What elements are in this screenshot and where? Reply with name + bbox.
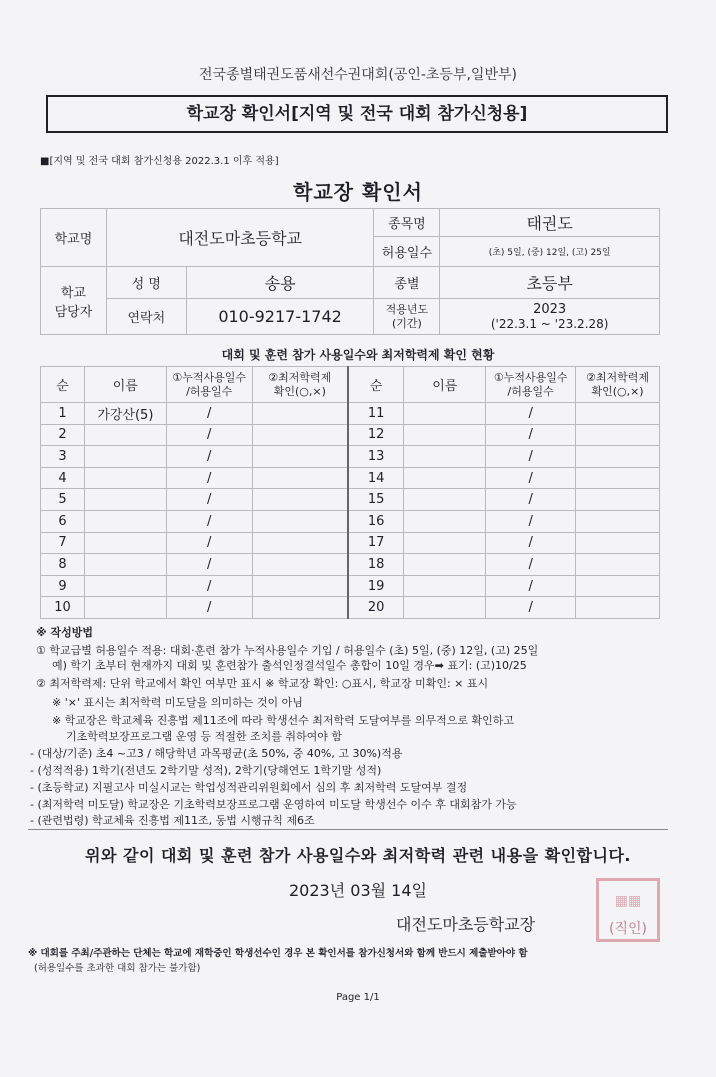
row-days: / <box>166 403 252 425</box>
row-name-right <box>404 467 486 489</box>
footnote-2: (허용일수를 초과한 대회 참가는 불가함) <box>34 963 201 974</box>
allowed-days-value: (초) 5일, (중) 12일, (고) 25일 <box>440 237 660 267</box>
table-row <box>41 510 660 532</box>
row-name-right <box>404 554 486 576</box>
year-label-line2: (기간) <box>391 316 422 330</box>
teacher-name-value: 송용 <box>186 267 374 299</box>
row-min-right <box>576 467 660 489</box>
teacher-label-line2: 담당자 <box>54 304 93 320</box>
row-days-right: / <box>486 424 576 446</box>
row-days-right: / <box>486 467 576 489</box>
year-label <box>374 299 440 335</box>
boxed-title: 학교장 확인서[지역 및 전국 대회 참가신청용] <box>46 95 668 133</box>
school-name-value: 대전도마초등학교 <box>106 209 374 267</box>
row-name-right <box>404 575 486 597</box>
contact-value: 010-9217-1742 <box>186 299 374 335</box>
category-label: 종별 <box>374 267 440 299</box>
row-no: 8 <box>41 554 85 576</box>
divider <box>28 829 668 830</box>
header-no: 순 <box>41 367 85 403</box>
row-no-right: 11 <box>348 403 404 425</box>
table-row <box>41 532 660 554</box>
table-row <box>41 403 660 425</box>
row-min-right <box>576 532 660 554</box>
row-min <box>252 403 348 425</box>
applicability-note: ■[지역 및 전국 대회 참가신청용 2022.3.1 이후 적용] <box>40 156 279 167</box>
row-no: 6 <box>41 510 85 532</box>
row-min <box>252 532 348 554</box>
row-name: 가강산(5) <box>84 403 166 425</box>
row-name <box>84 554 166 576</box>
row-name <box>84 532 166 554</box>
row-no-right: 12 <box>348 424 404 446</box>
page-number: Page 1/1 <box>336 992 380 1003</box>
header-min-right-line2: 확인(○,×) <box>591 384 644 398</box>
guide-line-8: - (성적적용) 1학기(전년도 2학기말 성적), 2학기(당해연도 1학기말 성적) <box>30 764 382 777</box>
table-row <box>41 467 660 489</box>
row-days: / <box>166 554 252 576</box>
section-title: 대회 및 훈련 참가 사용일수와 최저학력제 확인 현황 <box>221 348 495 362</box>
year-value <box>440 299 660 335</box>
row-name <box>84 597 166 619</box>
row-min-right <box>576 403 660 425</box>
row-no: 1 <box>41 403 85 425</box>
header-days <box>166 367 252 403</box>
issue-date: 2023년 03월 14일 <box>289 881 427 900</box>
header-min-line1: ②최저학력제 <box>268 370 332 384</box>
info-table <box>40 208 660 335</box>
row-days-right: / <box>486 446 576 468</box>
row-days: / <box>166 467 252 489</box>
header-min-right-line1: ②최저학력제 <box>586 370 650 384</box>
row-min-right <box>576 510 660 532</box>
row-no: 10 <box>41 597 85 619</box>
row-days: / <box>166 575 252 597</box>
footnote-1: ※ 대회를 주최/주관하는 단체는 학교에 재학중인 학생선수인 경우 본 확인서를 참가신청서와 함께 반드시 제출받아야 함 <box>28 948 528 959</box>
table-row <box>41 575 660 597</box>
sport-label: 종목명 <box>374 209 440 237</box>
year-period: ('22.3.1 ~ '23.2.28) <box>490 317 609 331</box>
row-min <box>252 597 348 619</box>
row-name-right <box>404 510 486 532</box>
row-name <box>84 575 166 597</box>
row-name <box>84 489 166 511</box>
row-name-right <box>404 597 486 619</box>
school-name-label: 학교명 <box>41 209 107 267</box>
header-name-right: 이름 <box>404 367 486 403</box>
row-days-right: / <box>486 575 576 597</box>
table-row <box>41 489 660 511</box>
table-row <box>41 446 660 468</box>
row-min <box>252 446 348 468</box>
year-label-line1: 적용년도 <box>385 302 429 316</box>
row-no: 2 <box>41 424 85 446</box>
row-days: / <box>166 424 252 446</box>
row-name-right <box>404 424 486 446</box>
row-no-right: 19 <box>348 575 404 597</box>
year-number: 2023 <box>533 302 567 317</box>
row-no-right: 13 <box>348 446 404 468</box>
guide-line-2: 예) 학기 초부터 현재까지 대회 및 훈련참가 출석인정결석일수 총합이 10일 경우➡ 표기: (고)10/25 <box>52 659 527 672</box>
row-no-right: 18 <box>348 554 404 576</box>
row-name-right <box>404 489 486 511</box>
row-min <box>252 575 348 597</box>
row-no-right: 16 <box>348 510 404 532</box>
name-label: 성 명 <box>106 267 186 299</box>
row-days-right: / <box>486 489 576 511</box>
row-days: / <box>166 597 252 619</box>
row-days-right: / <box>486 510 576 532</box>
header-min-right <box>576 367 660 403</box>
row-no: 3 <box>41 446 85 468</box>
row-min-right <box>576 597 660 619</box>
header-days-right-line2: /허용일수 <box>507 384 554 398</box>
category-value: 초등부 <box>440 267 660 299</box>
row-name-right <box>404 403 486 425</box>
competition-header: 전국종별태권도품새선수권대회(공인-초등부,일반부) <box>199 67 517 83</box>
guide-line-9: - (초등학교) 지필고사 미실시교는 학업성적관리위원회에서 심의 후 최저학력 도달여부 결정 <box>30 781 468 794</box>
row-min-right <box>576 554 660 576</box>
athlete-list-table <box>40 366 660 619</box>
guide-line-5: ※ 학교장은 학교체육 진흥법 제11조에 따라 학생선수 최저학력 도달여부를 의무적으로 확인하고 <box>52 714 514 727</box>
teacher-label <box>41 267 107 335</box>
row-no-right: 14 <box>348 467 404 489</box>
row-no-right: 20 <box>348 597 404 619</box>
row-name <box>84 467 166 489</box>
header-days-line2: /허용일수 <box>186 384 233 398</box>
row-min-right <box>576 446 660 468</box>
row-name-right <box>404 446 486 468</box>
row-days: / <box>166 446 252 468</box>
row-min-right <box>576 424 660 446</box>
row-name <box>84 510 166 532</box>
main-title: 학교장 확인서 <box>293 180 423 204</box>
row-days: / <box>166 510 252 532</box>
row-min-right <box>576 575 660 597</box>
row-min <box>252 510 348 532</box>
header-min-line2: 확인(○,×) <box>273 384 326 398</box>
header-days-right <box>486 367 576 403</box>
row-min <box>252 489 348 511</box>
row-no-right: 15 <box>348 489 404 511</box>
guide-line-4: ※ '×' 표시는 최저학력 미도달을 의미하는 것이 아님 <box>52 696 303 709</box>
row-days-right: / <box>486 403 576 425</box>
guide-line-10: - (최저학력 미도달) 학교장은 기초학력보장프로그램 운영하여 미도달 학생선수 이수 후 대회참가 가능 <box>30 798 517 811</box>
header-min <box>252 367 348 403</box>
table-row <box>41 424 660 446</box>
row-no: 7 <box>41 532 85 554</box>
row-days: / <box>166 489 252 511</box>
principal-signature-line: 대전도마초등학교장 <box>396 915 536 934</box>
guide-line-3: ② 최저학력제: 단위 학교에서 확인 여부만 표시 ※ 학교장 확인: ○표시, 학교장 미확인: × 표시 <box>36 677 489 690</box>
row-name <box>84 424 166 446</box>
row-min <box>252 554 348 576</box>
header-days-line1: ①누적사용일수 <box>172 370 247 384</box>
table-row <box>41 554 660 576</box>
row-min <box>252 467 348 489</box>
row-days-right: / <box>486 597 576 619</box>
row-name <box>84 446 166 468</box>
seal-text: (직인) <box>609 921 647 937</box>
teacher-label-line1: 학교 <box>60 285 86 301</box>
row-min-right <box>576 489 660 511</box>
guide-title: ※ 작성방법 <box>36 626 94 639</box>
guide-line-11: - (관련법령) 학교체육 진흥법 제11조, 동법 시행규칙 제6조 <box>30 814 315 827</box>
guide-line-7: - (대상/기준) 초4 ~고3 / 해당학년 과목평균(초 50%, 중 40%, 고 30%)적용 <box>30 747 403 760</box>
guide-line-1: ① 학교급별 허용일수 적용: 대회·훈련 참가 누적사용일수 기입 / 허용일수 (초) 5일, (중) 12일, (고) 25일 <box>36 644 539 657</box>
header-days-right-line1: ①누적사용일수 <box>493 370 568 384</box>
row-no: 4 <box>41 467 85 489</box>
contact-label: 연락처 <box>106 299 186 335</box>
row-no: 9 <box>41 575 85 597</box>
sport-value: 태권도 <box>440 209 660 237</box>
row-days: / <box>166 532 252 554</box>
official-seal-stamp: ▦▦ (직인) <box>596 878 660 942</box>
row-name-right <box>404 532 486 554</box>
guide-line-6: 기초학력보장프로그램 운영 등 적절한 조치를 취하여야 함 <box>66 730 343 743</box>
header-no-right: 순 <box>348 367 404 403</box>
row-min <box>252 424 348 446</box>
row-no-right: 17 <box>348 532 404 554</box>
allowed-days-label: 허용일수 <box>374 237 440 267</box>
row-days-right: / <box>486 532 576 554</box>
table-row <box>41 597 660 619</box>
confirmation-statement: 위와 같이 대회 및 훈련 참가 사용일수와 최저학력 관련 내용을 확인합니다. <box>85 846 631 865</box>
header-name: 이름 <box>84 367 166 403</box>
row-days-right: / <box>486 554 576 576</box>
row-no: 5 <box>41 489 85 511</box>
